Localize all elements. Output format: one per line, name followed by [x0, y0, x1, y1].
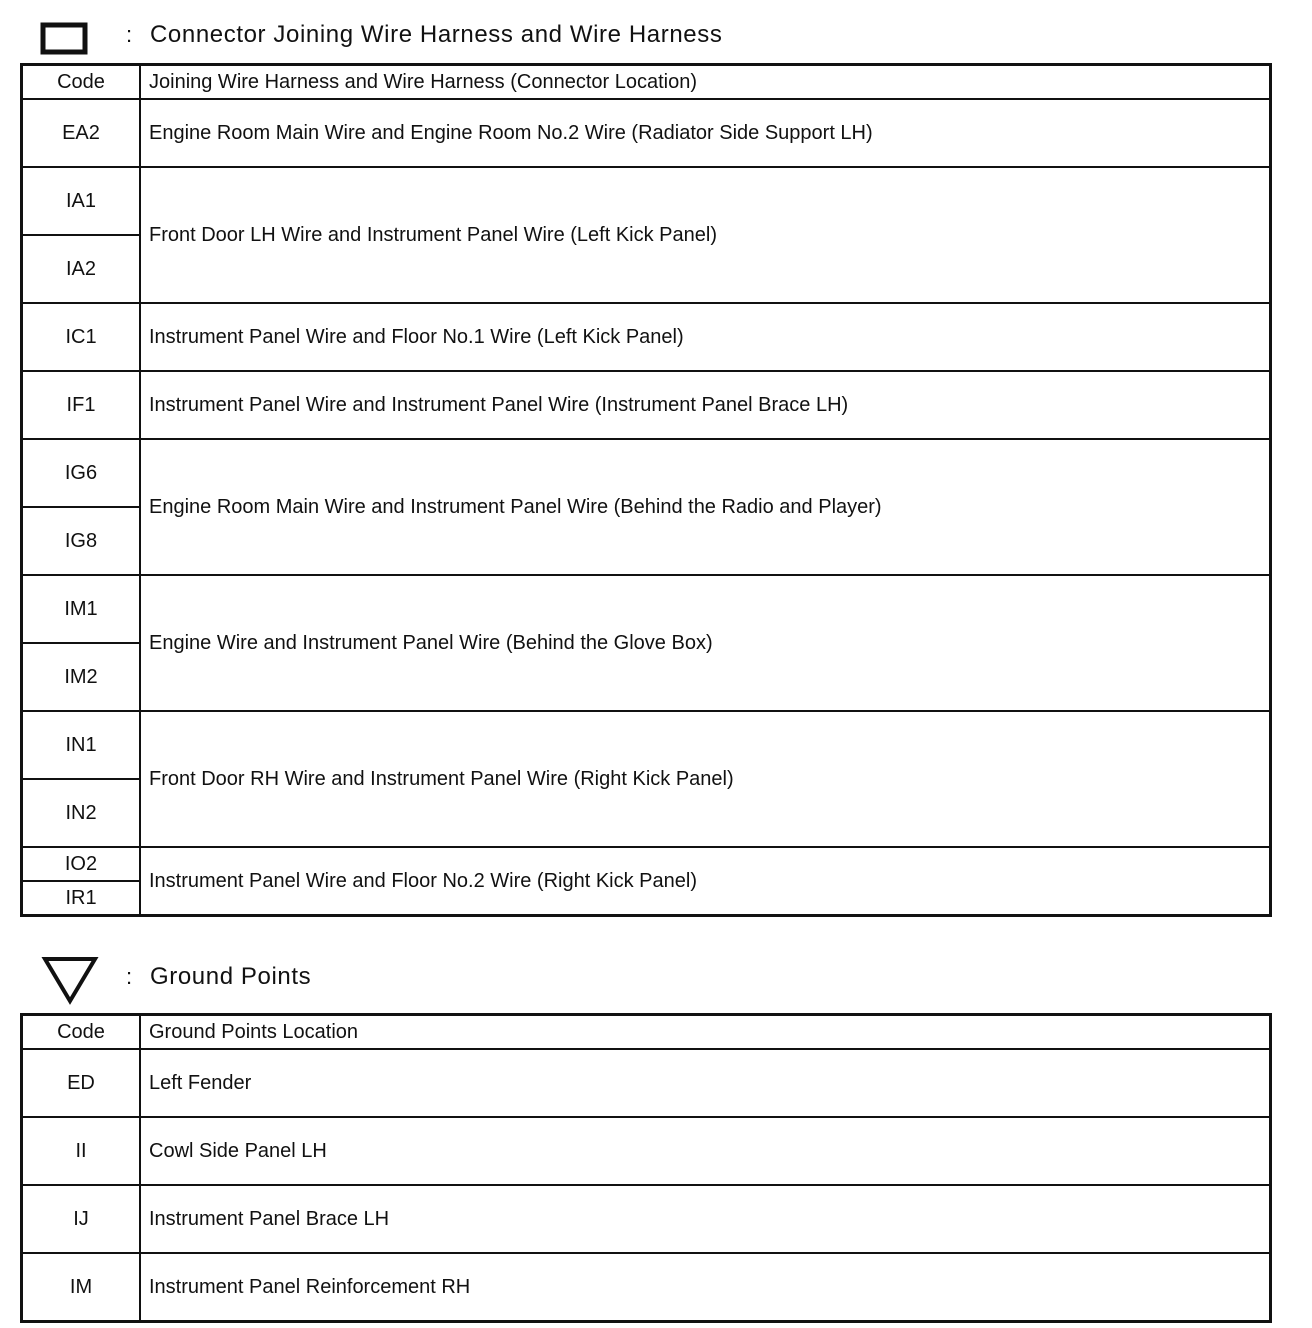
- connector-code: IA1: [22, 167, 141, 235]
- ground-triangle-icon: [40, 954, 102, 1006]
- connector-legend-title: Connector Joining Wire Harness and Wire Harness: [150, 21, 723, 48]
- connector-code: IC1: [22, 303, 141, 371]
- connector-description: Engine Room Main Wire and Instrument Panel Wire (Behind the Radio and Player): [140, 439, 1271, 575]
- connector-description: Instrument Panel Wire and Floor No.1 Wire (Left Kick Panel): [140, 303, 1271, 371]
- connector-code: IN2: [22, 779, 141, 847]
- table-row: [22, 1253, 1271, 1322]
- connector-code: IM2: [22, 643, 141, 711]
- connector-description: Engine Room Main Wire and Engine Room No.2 Wire (Radiator Side Support LH): [140, 99, 1271, 167]
- connector-table: [20, 63, 1272, 917]
- table-row: [22, 1049, 1271, 1117]
- connector-code: IF1: [22, 371, 141, 439]
- table-row: [22, 99, 1271, 167]
- connector-code: IG8: [22, 507, 141, 575]
- table-row: [22, 711, 1271, 779]
- legend-colon: :: [126, 964, 133, 989]
- table-row: [22, 1117, 1271, 1185]
- connector-code: IA2: [22, 235, 141, 303]
- table-header-row: [22, 65, 1271, 100]
- ground-code: IJ: [22, 1185, 141, 1253]
- table-header-row: [22, 1015, 1271, 1050]
- connector-description: Instrument Panel Wire and Floor No.2 Wire (Right Kick Panel): [140, 847, 1271, 916]
- code-header: Code: [22, 65, 141, 100]
- table-row: [22, 575, 1271, 643]
- connector-legend: [0, 10, 1312, 70]
- table-row: [22, 847, 1271, 881]
- connector-code: IR1: [22, 881, 141, 916]
- connector-code: IN1: [22, 711, 141, 779]
- table-row: [22, 303, 1271, 371]
- location-header: Joining Wire Harness and Wire Harness (Connector Location): [140, 65, 1271, 100]
- table-row: [22, 439, 1271, 507]
- table-row: [22, 167, 1271, 235]
- ground-location: Instrument Panel Brace LH: [140, 1185, 1271, 1253]
- table-row: [22, 371, 1271, 439]
- connector-description: Engine Wire and Instrument Panel Wire (Behind the Glove Box): [140, 575, 1271, 711]
- ground-location: Instrument Panel Reinforcement RH: [140, 1253, 1271, 1322]
- connector-description: Front Door LH Wire and Instrument Panel Wire (Left Kick Panel): [140, 167, 1271, 303]
- ground-location: Cowl Side Panel LH: [140, 1117, 1271, 1185]
- legend-colon: :: [126, 22, 133, 47]
- ground-code: IM: [22, 1253, 141, 1322]
- table-row: [22, 1185, 1271, 1253]
- ground-legend: [0, 950, 1312, 1010]
- ground-points-table: [20, 1013, 1272, 1323]
- connector-symbol-icon: [40, 22, 90, 56]
- connector-description: Front Door RH Wire and Instrument Panel Wire (Right Kick Panel): [140, 711, 1271, 847]
- location-header: Ground Points Location: [140, 1015, 1271, 1050]
- connector-code: EA2: [22, 99, 141, 167]
- connector-code: IM1: [22, 575, 141, 643]
- ground-code: II: [22, 1117, 141, 1185]
- code-header: Code: [22, 1015, 141, 1050]
- ground-location: Left Fender: [140, 1049, 1271, 1117]
- connector-code: IG6: [22, 439, 141, 507]
- ground-legend-title: Ground Points: [150, 963, 312, 990]
- connector-description: Instrument Panel Wire and Instrument Panel Wire (Instrument Panel Brace LH): [140, 371, 1271, 439]
- connector-code: IO2: [22, 847, 141, 881]
- ground-code: ED: [22, 1049, 141, 1117]
